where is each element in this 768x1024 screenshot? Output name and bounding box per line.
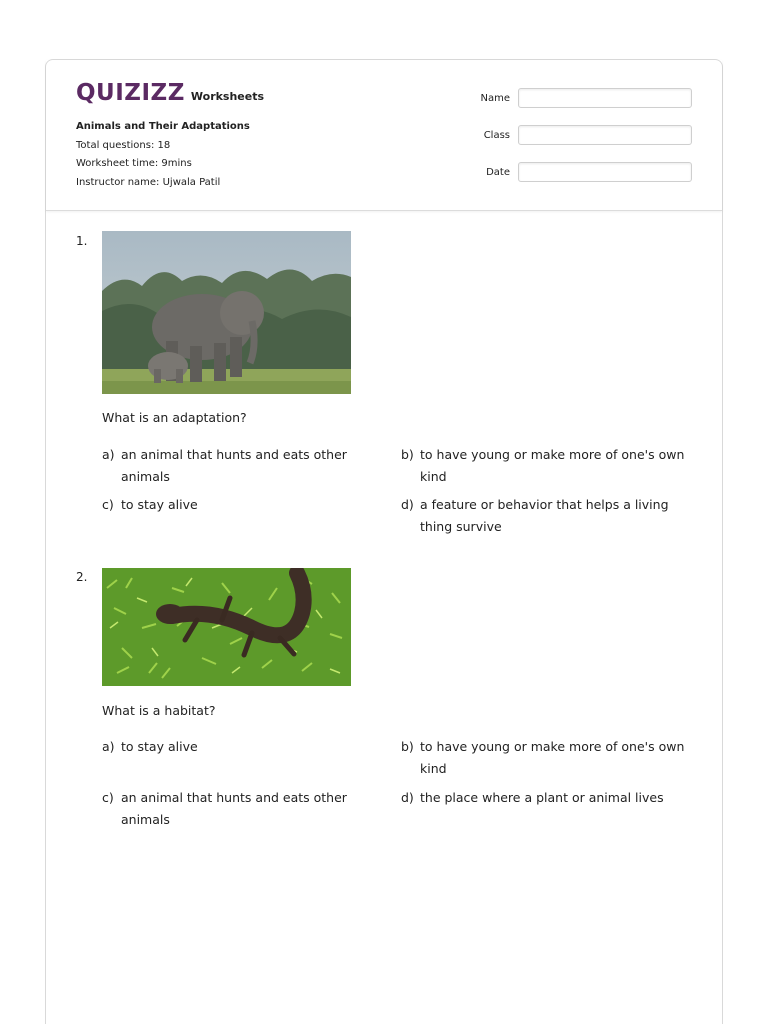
option-letter: d) bbox=[401, 790, 414, 805]
option-letter: b) bbox=[401, 447, 414, 462]
option-a[interactable] bbox=[102, 736, 352, 758]
option-c[interactable] bbox=[102, 494, 352, 516]
option-text: a feature or behavior that helps a living thing survive bbox=[420, 497, 669, 534]
name-input[interactable] bbox=[518, 88, 692, 108]
option-a[interactable] bbox=[102, 444, 352, 488]
option-letter: c) bbox=[102, 497, 114, 512]
option-letter: a) bbox=[102, 447, 115, 462]
option-text: an animal that hunts and eats other animals bbox=[121, 790, 347, 827]
name-label: Name bbox=[480, 92, 510, 104]
worksheet-time: Worksheet time: 9mins bbox=[76, 158, 192, 169]
option-text: the place where a plant or animal lives bbox=[420, 790, 664, 805]
worksheet-header bbox=[46, 60, 722, 211]
option-text: an animal that hunts and eats other animals bbox=[121, 447, 347, 484]
question-number: 2. bbox=[76, 570, 88, 584]
salamander-photo bbox=[102, 568, 351, 686]
quizizz-logo bbox=[76, 80, 264, 106]
option-c[interactable] bbox=[102, 787, 352, 831]
class-input[interactable] bbox=[518, 125, 692, 145]
option-letter: c) bbox=[102, 790, 114, 805]
date-label: Date bbox=[486, 166, 510, 178]
logo-wordmark: QUIZIZZ bbox=[76, 80, 185, 106]
option-letter: d) bbox=[401, 497, 414, 512]
instructor-name: Instructor name: Ujwala Patil bbox=[76, 176, 221, 188]
option-text: to have young or make more of one's own kind bbox=[420, 447, 685, 484]
option-text: to stay alive bbox=[121, 739, 198, 754]
class-label: Class bbox=[483, 129, 510, 141]
question-text: What is an adaptation? bbox=[102, 410, 247, 425]
student-fields bbox=[466, 86, 692, 197]
option-d[interactable] bbox=[401, 787, 691, 809]
total-questions: Total questions: 18 bbox=[76, 139, 171, 151]
option-d[interactable] bbox=[401, 494, 691, 538]
elephant-photo bbox=[102, 231, 351, 394]
option-text: to stay alive bbox=[121, 497, 198, 512]
question-text: What is a habitat? bbox=[102, 703, 216, 718]
option-text: to have young or make more of one's own kind bbox=[420, 739, 685, 776]
option-b[interactable] bbox=[401, 736, 691, 780]
question-number: 1. bbox=[76, 234, 88, 248]
worksheet-meta bbox=[76, 118, 250, 192]
date-input[interactable] bbox=[518, 162, 692, 182]
logo-subtitle: Worksheets bbox=[190, 90, 265, 103]
name-row bbox=[466, 86, 692, 110]
worksheet-title: Animals and Their Adaptations bbox=[76, 121, 250, 132]
class-row bbox=[466, 123, 692, 147]
option-letter: b) bbox=[401, 739, 414, 754]
date-row bbox=[466, 160, 692, 184]
worksheet-card bbox=[45, 59, 723, 1024]
option-b[interactable] bbox=[401, 444, 691, 488]
option-letter: a) bbox=[102, 739, 115, 754]
